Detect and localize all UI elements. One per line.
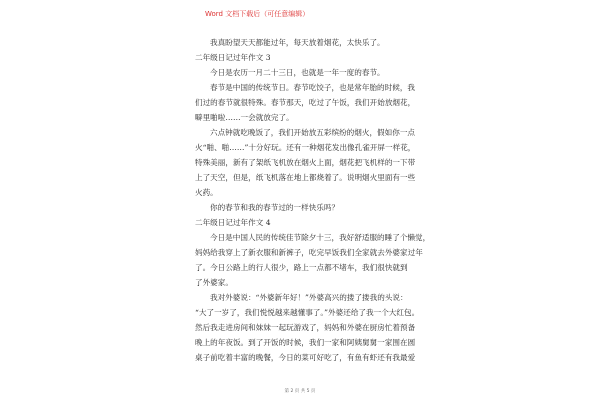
text-line: 了。今日公路上的行人很少，路上一点都不堵车，我们很快就到 (195, 263, 408, 272)
text-line: 今日是农历一月二十三日，也就是一年一度的春节。 (210, 68, 385, 77)
text-line: “大了一岁了，我们悦悦越来越懂事了。”外婆还给了我一个大红包。 (195, 308, 420, 317)
text-line: 们过的春节就很特殊。春节那天，吃过了午饭，我们开始放烟花， (195, 98, 416, 107)
text-line: 六点钟就吃晚饭了，我们开始放五彩缤纷的烟火，假如你一点 (210, 128, 416, 137)
text-line: 然后我走进房间和妹妹一起玩游戏了，妈妈和外婆在厨房忙着预备 (195, 323, 416, 332)
text-line: 了外婆家。 (195, 278, 233, 287)
text-line: 特殊美丽，新有了架纸飞机放在烟火上面，烟花把飞机样的一下带 (195, 158, 416, 167)
text-line: 火“啪、啪……”十分好玩。还有一种烟花发出像孔雀开屏一样花， (195, 143, 416, 152)
text-line: 上了天空，但是，纸飞机落在地上都烧着了。说明烟火里面有一些 (195, 173, 416, 182)
section-heading: 二年级日记过年作文 3 (195, 53, 271, 62)
text-line: 我真盼望天天都能过年，每天放着烟花，太快乐了。 (210, 38, 385, 47)
text-line: 晚上的年夜饭。到了开饭的时候，我们一家和阿姨舅舅一家围在圆 (195, 338, 416, 347)
text-line: 我对外婆说：“外婆新年好！”外婆高兴的搂了搂我的头说： (210, 293, 408, 302)
download-watermark: Word 文档下载后（可任意编辑） (205, 10, 310, 18)
text-line: 你的春节和我的春节过的一样快乐吗？ (210, 203, 340, 212)
section-heading: 二年级日记过年作文 4 (195, 218, 271, 227)
page-footer: 第 2 页 共 5 页 (284, 389, 316, 394)
text-line: 妈妈给我穿上了新衣服和新裤子，吃完早饭我们全家就去外婆家过年 (195, 248, 423, 257)
essay-body (195, 35, 431, 365)
text-line: 今日是中国人民的传统佳节除夕十三，我好舒适服的睡了个懒觉， (210, 233, 431, 242)
text-line: 噼里啪啦……一会就放完了。 (195, 113, 294, 122)
text-line: 桌子前吃着丰富的晚餐，今日的菜可好吃了，有鱼有虾还有我最爱 (195, 353, 416, 362)
text-line: 火药。 (195, 188, 218, 197)
text-line: 春节是中国的传统节日。春节吃饺子，也是常年胎的时候，我 (210, 83, 416, 92)
